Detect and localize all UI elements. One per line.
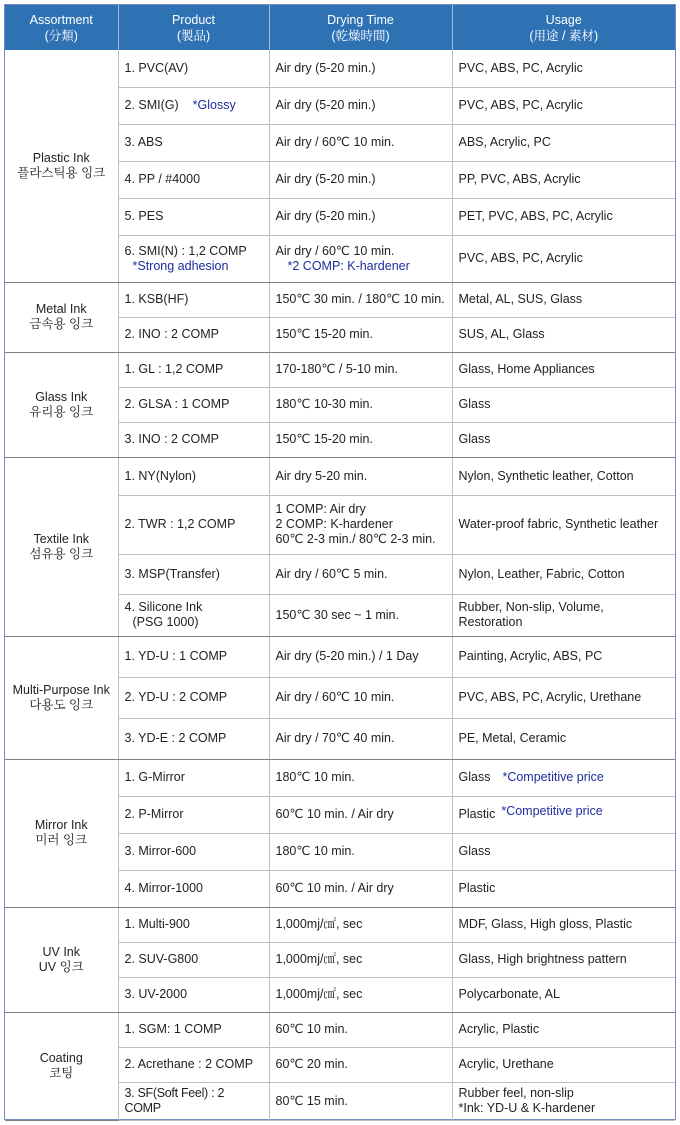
product-cell: 2. SUV-G800 (118, 942, 269, 977)
category-textile-ink: Textile Ink 섬유용 잉크 (5, 457, 118, 636)
usage-cell: SUS, AL, Glass (452, 317, 675, 352)
usage-cell: Rubber, Non-slip, Volume, Restoration (452, 594, 675, 636)
header-drying-time: Drying Time (乾燥時間) (269, 5, 452, 50)
drying-cell: 170-180℃ / 5-10 min. (269, 352, 452, 387)
usage-cell: Nylon, Synthetic leather, Cotton (452, 457, 675, 495)
drying-cell: Air dry (5-20 min.) (269, 50, 452, 87)
table-row (5, 636, 675, 677)
usage-cell: Glass (452, 387, 675, 422)
usage-cell: Glass (452, 833, 675, 870)
product-cell: 1. Multi-900 (118, 907, 269, 942)
drying-cell: Air dry / 60℃ 10 min. *2 COMP: K-hardener (269, 235, 452, 282)
usage-cell: MDF, Glass, High gloss, Plastic (452, 907, 675, 942)
header-row (5, 5, 675, 50)
product-cell: 3. MSP(Transfer) (118, 554, 269, 594)
usage-cell: PVC, ABS, PC, Acrylic (452, 87, 675, 124)
drying-cell: 60℃ 10 min. (269, 1012, 452, 1047)
product-cell: 2. P-Mirror (118, 796, 269, 833)
product-cell: 3. SF(Soft Feel) : 2 COMP (118, 1082, 269, 1120)
table-row (5, 457, 675, 495)
drying-cell: 1,000mj/㎠, sec (269, 942, 452, 977)
product-cell: 1. SGM: 1 COMP (118, 1012, 269, 1047)
usage-cell: PE, Metal, Ceramic (452, 718, 675, 759)
usage-cell: Plastic *Competitive price (452, 796, 675, 833)
table-row (5, 759, 675, 796)
usage-cell: Acrylic, Plastic (452, 1012, 675, 1047)
usage-cell: Acrylic, Urethane (452, 1047, 675, 1082)
drying-cell: 180℃ 10-30 min. (269, 387, 452, 422)
drying-cell: Air dry / 60℃ 5 min. (269, 554, 452, 594)
usage-cell: Polycarbonate, AL (452, 977, 675, 1012)
product-cell: 3. ABS (118, 124, 269, 161)
product-cell: 2. INO : 2 COMP (118, 317, 269, 352)
usage-cell: PVC, ABS, PC, Acrylic, Urethane (452, 677, 675, 718)
product-cell: 3. YD-E : 2 COMP (118, 718, 269, 759)
product-cell: 1. KSB(HF) (118, 282, 269, 317)
usage-cell: PVC, ABS, PC, Acrylic (452, 50, 675, 87)
category-uv-ink: UV Ink UV 잉크 (5, 907, 118, 1012)
usage-cell: PVC, ABS, PC, Acrylic (452, 235, 675, 282)
usage-cell: Water-proof fabric, Synthetic leather (452, 495, 675, 554)
drying-cell: 1 COMP: Air dry 2 COMP: K-hardener 60℃ 2-3 min./ 80℃ 2-3 min. (269, 495, 452, 554)
drying-cell: Air dry / 60℃ 10 min. (269, 677, 452, 718)
category-metal-ink: Metal Ink 금속용 잉크 (5, 282, 118, 352)
usage-cell: Rubber feel, non-slip *Ink: YD-U & K-hardener (452, 1082, 675, 1120)
product-cell: 3. Mirror-600 (118, 833, 269, 870)
drying-cell: Air dry / 60℃ 10 min. (269, 124, 452, 161)
product-cell: 4. Silicone Ink (PSG 1000) (118, 594, 269, 636)
category-glass-ink: Glass Ink 유리용 잉크 (5, 352, 118, 457)
header-assortment: Assortment (分類) (5, 5, 118, 50)
category-coating: Coating 코팅 (5, 1012, 118, 1120)
usage-cell: Glass, High brightness pattern (452, 942, 675, 977)
drying-cell: 180℃ 10 min. (269, 759, 452, 796)
usage-cell: Painting, Acrylic, ABS, PC (452, 636, 675, 677)
drying-cell: 80℃ 15 min. (269, 1082, 452, 1120)
product-cell: 2. YD-U : 2 COMP (118, 677, 269, 718)
drying-cell: 60℃ 10 min. / Air dry (269, 870, 452, 907)
header-product: Product (製品) (118, 5, 269, 50)
usage-note: *Competitive price (501, 804, 603, 818)
drying-cell: 1,000mj/㎠, sec (269, 907, 452, 942)
product-cell: 1. G-Mirror (118, 759, 269, 796)
product-cell: 1. YD-U : 1 COMP (118, 636, 269, 677)
usage-cell: Glass, Home Appliances (452, 352, 675, 387)
product-cell: 2. TWR : 1,2 COMP (118, 495, 269, 554)
drying-cell: Air dry (5-20 min.) / 1 Day (269, 636, 452, 677)
product-cell: 1. NY(Nylon) (118, 457, 269, 495)
category-plastic-ink: Plastic Ink 플라스틱용 잉크 (5, 50, 118, 282)
drying-cell: 60℃ 20 min. (269, 1047, 452, 1082)
usage-cell: Glass (452, 422, 675, 457)
product-cell: 6. SMI(N) : 1,2 COMP *Strong adhesion (118, 235, 269, 282)
product-cell: 1. GL : 1,2 COMP (118, 352, 269, 387)
usage-cell: Plastic (452, 870, 675, 907)
drying-cell: 180℃ 10 min. (269, 833, 452, 870)
category-multi-purpose-ink: Multi-Purpose Ink 다용도 잉크 (5, 636, 118, 759)
product-cell: 3. INO : 2 COMP (118, 422, 269, 457)
product-cell: 5. PES (118, 198, 269, 235)
product-note: *Glossy (192, 98, 236, 112)
product-cell: 2. SMI(G) *Glossy (118, 87, 269, 124)
product-cell: 2. Acrethane : 2 COMP (118, 1047, 269, 1082)
product-cell: 4. PP / #4000 (118, 161, 269, 198)
drying-cell: 150℃ 15-20 min. (269, 422, 452, 457)
table-row (5, 50, 675, 87)
product-cell: 4. Mirror-1000 (118, 870, 269, 907)
usage-cell: ABS, Acrylic, PC (452, 124, 675, 161)
drying-cell: Air dry 5-20 min. (269, 457, 452, 495)
drying-cell: 150℃ 30 min. / 180℃ 10 min. (269, 282, 452, 317)
usage-cell: Nylon, Leather, Fabric, Cotton (452, 554, 675, 594)
product-cell: 1. PVC(AV) (118, 50, 269, 87)
product-cell: 3. UV-2000 (118, 977, 269, 1012)
drying-cell: 150℃ 30 sec ~ 1 min. (269, 594, 452, 636)
drying-cell: Air dry (5-20 min.) (269, 87, 452, 124)
drying-cell: 60℃ 10 min. / Air dry (269, 796, 452, 833)
usage-note: *Competitive price (502, 770, 604, 784)
product-table-frame (4, 4, 676, 1120)
product-note: *Strong adhesion (132, 258, 229, 273)
table-row (5, 282, 675, 317)
drying-cell: 1,000mj/㎠, sec (269, 977, 452, 1012)
drying-cell: 150℃ 15-20 min. (269, 317, 452, 352)
table-row (5, 907, 675, 942)
drying-cell: Air dry (5-20 min.) (269, 198, 452, 235)
category-mirror-ink: Mirror Ink 미러 잉크 (5, 759, 118, 907)
table-row (5, 352, 675, 387)
usage-cell: Glass *Competitive price (452, 759, 675, 796)
header-usage: Usage (用途 / 素材) (452, 5, 675, 50)
drying-note: *2 COMP: K-hardener (287, 258, 410, 273)
drying-cell: Air dry / 70℃ 40 min. (269, 718, 452, 759)
product-cell: 2. GLSA : 1 COMP (118, 387, 269, 422)
table-row (5, 1012, 675, 1047)
drying-cell: Air dry (5-20 min.) (269, 161, 452, 198)
usage-cell: PP, PVC, ABS, Acrylic (452, 161, 675, 198)
usage-cell: PET, PVC, ABS, PC, Acrylic (452, 198, 675, 235)
ink-product-table (5, 5, 675, 1121)
usage-cell: Metal, AL, SUS, Glass (452, 282, 675, 317)
